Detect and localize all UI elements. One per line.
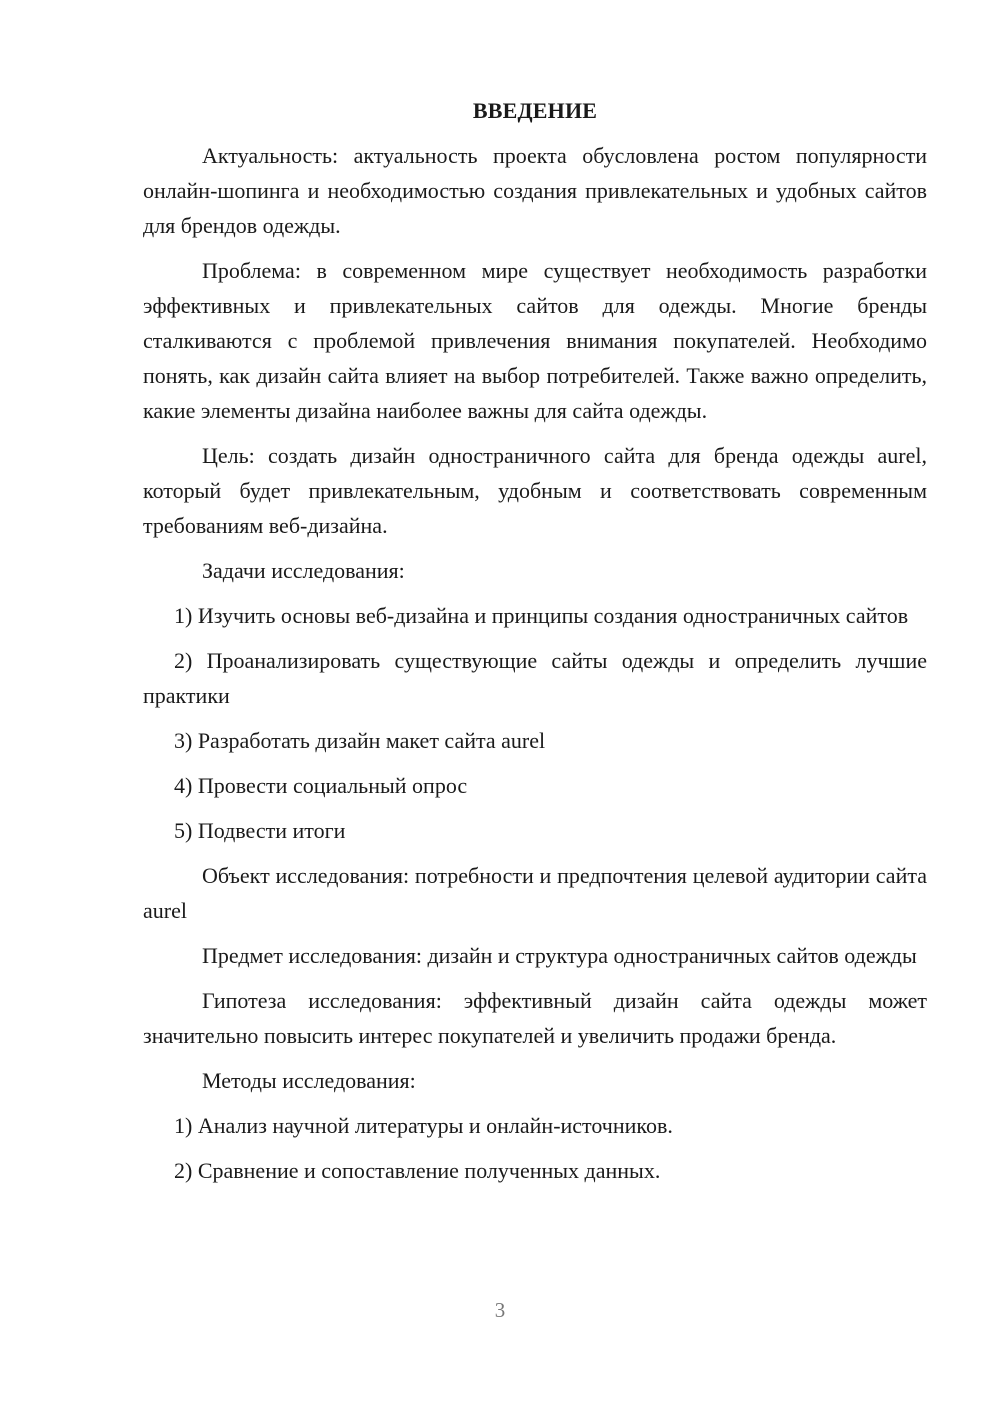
method-item-1: 1) Анализ научной литературы и онлайн-источников.: [174, 1113, 673, 1138]
tasks-heading: Задачи исследования:: [202, 558, 405, 583]
section-title: ВВЕДЕНИЕ: [472, 98, 598, 123]
paragraph-goal: Цель: создать дизайн одностраничного сайта для бренда одежды aurel, который будет привлекательным, удобным и соответствовать современным требованиям веб-дизайна.: [143, 443, 927, 538]
paragraph-object: Объект исследования: потребности и предпочтения целевой аудитории сайта aurel: [143, 863, 927, 923]
task-item-5: 5) Подвести итоги: [174, 818, 346, 843]
paragraph-subject: Предмет исследования: дизайн и структура одностраничных сайтов одежды: [202, 943, 917, 968]
task-item-1: 1) Изучить основы веб-дизайна и принципы создания одностраничных сайтов: [174, 603, 909, 628]
paragraph-relevance: Актуальность: актуальность проекта обусловлена ростом популярности онлайн-шопинга и необходимостью создания привлекательных и удобных сайтов для брендов одежды.: [143, 143, 927, 238]
method-item-2: 2) Сравнение и сопоставление полученных данных.: [174, 1158, 661, 1183]
page-number: 3: [494, 1298, 506, 1322]
task-item-4: 4) Провести социальный опрос: [174, 773, 468, 798]
document-page: [143, 96, 927, 1198]
task-item-3: 3) Разработать дизайн макет сайта aurel: [174, 728, 546, 753]
methods-heading: Методы исследования:: [202, 1068, 416, 1093]
task-item-2: 2) Проанализировать существующие сайты одежды и определить лучшие практики: [143, 648, 927, 708]
paragraph-problem: Проблема: в современном мире существует необходимость разработки эффективных и привлекательных сайтов для одежды. Многие бренды сталкиваются с проблемой привлечения внимания покупателей. Необходимо понять, как дизайн сайта влияет на выбор потребителей. Также важно определить, какие элементы дизайна наиболее важны для сайта одежды.: [143, 258, 927, 423]
paragraph-hypothesis: Гипотеза исследования: эффективный дизайн сайта одежды может значительно повысить интерес покупателей и увеличить продажи бренда.: [143, 988, 927, 1048]
